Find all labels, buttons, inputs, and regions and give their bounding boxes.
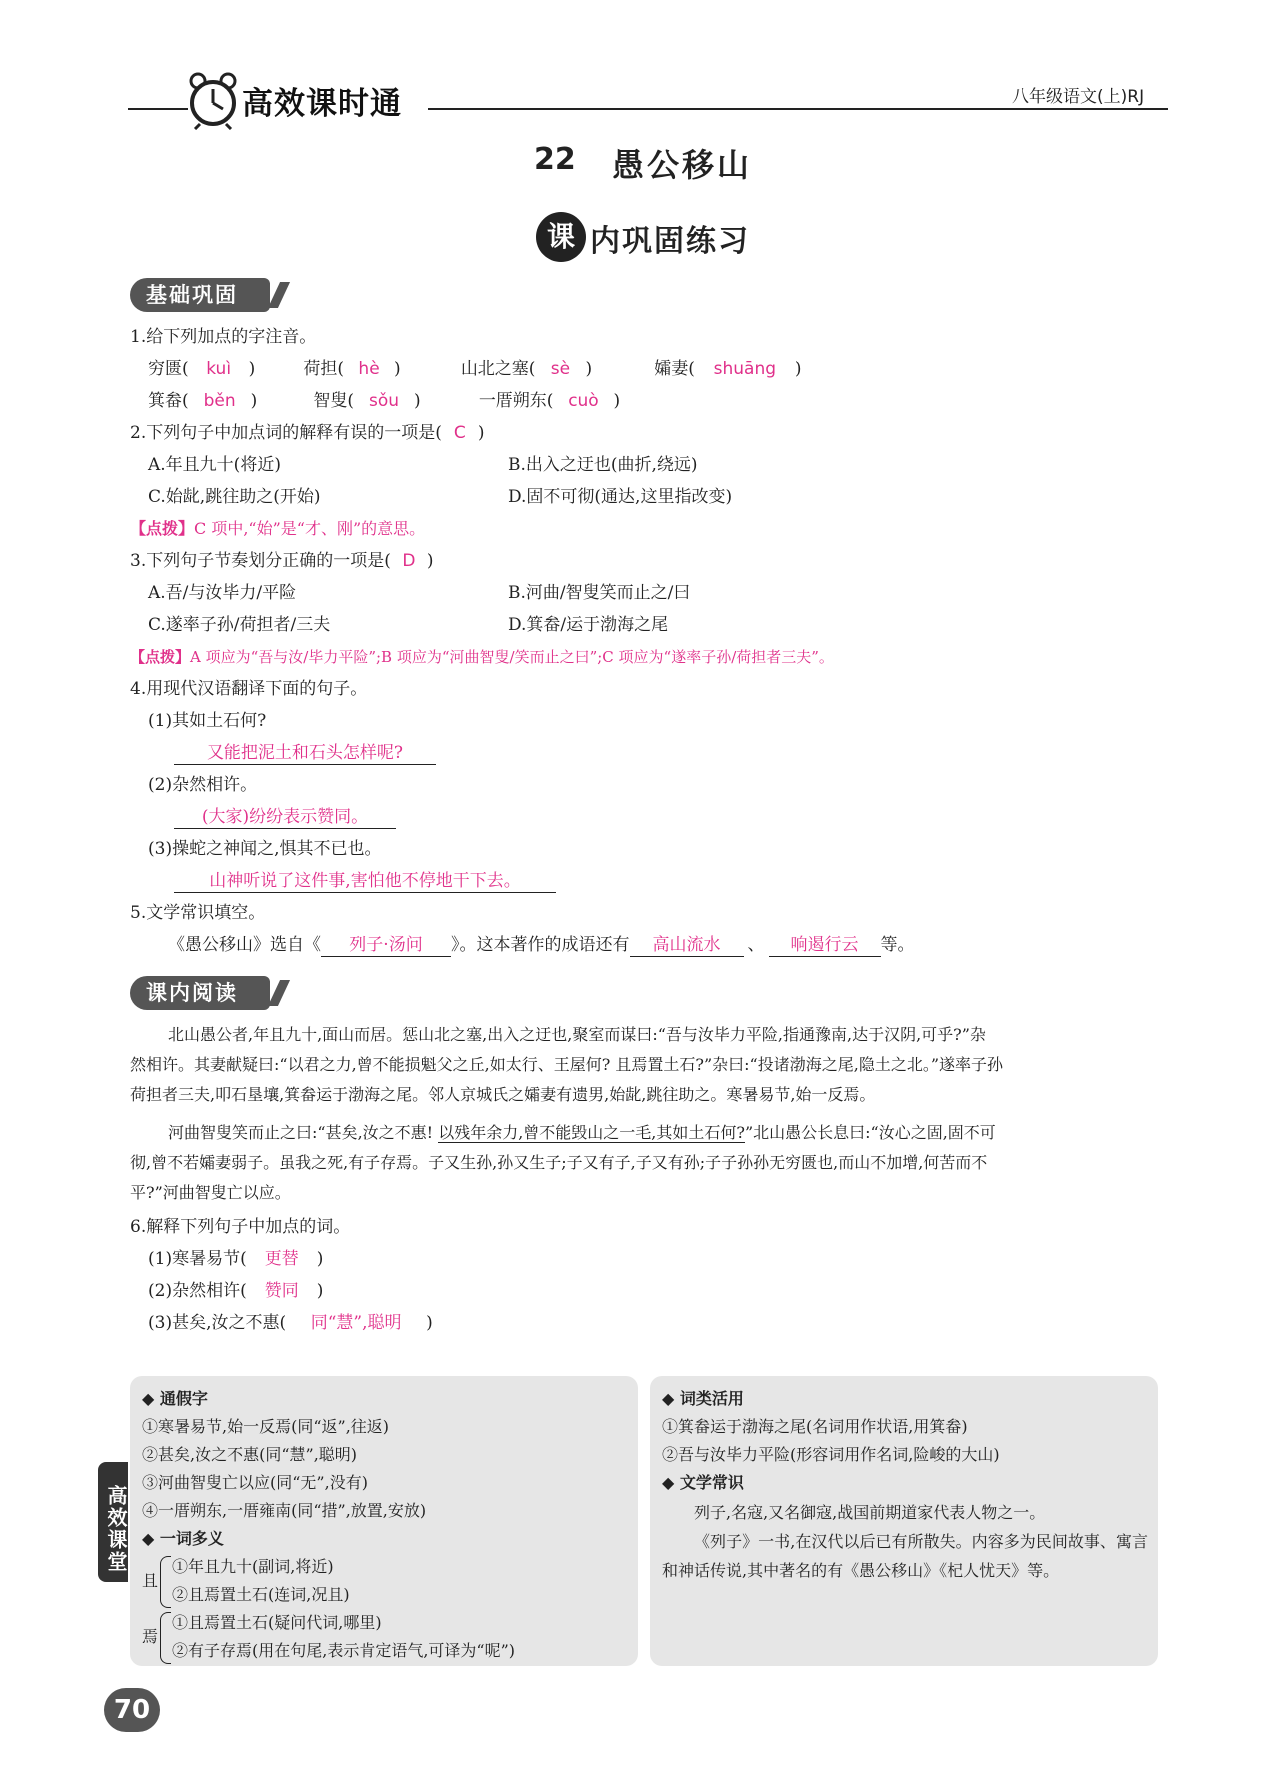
passage-p2-line1: 河曲智叟笑而止之曰:“甚矣,汝之不惠! 以残年余力,曾不能毁山之一毛,其如土石何?”北山愚公长息曰:“汝心之固,固不可 <box>168 1123 996 1142</box>
subtitle-text: 内巩固练习 <box>590 224 750 259</box>
brace-icon <box>160 1612 171 1664</box>
q3-option-b: B.河曲/智叟笑而止之/曰 <box>508 583 691 603</box>
side-tab <box>98 1462 128 1582</box>
subtitle-badge: 课 <box>536 212 586 262</box>
polysemy-word-qie: 且 <box>142 1571 159 1590</box>
lesson-title: 愚公移山 <box>612 146 753 184</box>
brand-title: 高效课时通 <box>242 86 402 122</box>
passage-p2-line3: 平?”河曲智叟亡以应。 <box>130 1183 291 1202</box>
q1-row1: 穷匮( kuì ) 荷担( hè ) 山北之塞( sè ) 孀妻( shuāng ) <box>148 359 802 379</box>
q3-tip: 【点拨】A 项应为“吾与汝/毕力平险”;B 项应为“河曲智叟/笑而止之曰”;C 项应为“遂率子孙/荷担者三夫”。 <box>130 648 834 666</box>
passage-p1-line3: 荷担者三夫,叩石垦壤,箕畚运于渤海之尾。邻人京城氏之孀妻有遗男,始龀,跳往助之。寒暑易节,始一反焉。 <box>130 1085 876 1104</box>
q3-option-d: D.箕畚/运于渤海之尾 <box>508 615 669 635</box>
q6-item1: (1)寒暑易节( 更替 ) <box>148 1249 324 1269</box>
q3-option-a: A.吾/与汝毕力/平险 <box>148 583 297 603</box>
grade-label: 八年级语文(上)RJ <box>1012 87 1145 107</box>
q2-tip: 【点拨】C 项中,“始”是“才、刚”的意思。 <box>130 519 426 538</box>
q4-item3-answer: 山神听说了这件事,害怕他不停地干下去。 <box>174 870 556 893</box>
q4-item2-question: (2)杂然相许。 <box>148 775 258 795</box>
notes-left-heading1: ◆ 通假字 <box>142 1389 208 1408</box>
notes-left-line4: ④一厝朔东,一厝雍南(同“措”,放置,安放) <box>142 1501 427 1520</box>
polysemy-yan-2: ②有子存焉(用在句尾,表示肯定语气,可译为“呢”) <box>172 1641 516 1660</box>
q1-stem: 1.给下列加点的字注音。 <box>130 327 317 347</box>
q4-stem: 4.用现代汉语翻译下面的句子。 <box>130 679 368 699</box>
notes-left-line2: ②甚矣,汝之不惠(同“慧”,聪明) <box>142 1445 358 1464</box>
q4-item1-question: (1)其如土石何? <box>148 711 267 731</box>
notes-right-heading2: ◆ 文学常识 <box>662 1473 744 1492</box>
q2-option-d: D.固不可彻(通达,这里指改变) <box>508 487 733 507</box>
header-rule-right <box>428 108 1168 110</box>
polysemy-word-yan: 焉 <box>142 1627 159 1646</box>
q2-option-c: C.始龀,跳往助之(开始) <box>148 487 321 507</box>
q2-stem: 2.下列句子中加点词的解释有误的一项是( C ) <box>130 423 485 443</box>
passage-p1-line2: 然相许。其妻献疑曰:“以君之力,曾不能损魁父之丘,如太行、王屋何? 且焉置土石?”杂曰:“投诸渤海之尾,隐土之北。”遂率子孙 <box>130 1055 1004 1074</box>
q6-stem: 6.解释下列句子中加点的词。 <box>130 1217 351 1237</box>
q3-option-c: C.遂率子孙/荷担者/三夫 <box>148 615 331 635</box>
polysemy-qie-1: ①年且九十(副词,将近) <box>172 1557 334 1576</box>
q2-option-a: A.年且九十(将近) <box>148 455 281 475</box>
notes-right-heading1: ◆ 词类活用 <box>662 1389 744 1408</box>
q1-row2: 箕畚( běn ) 智叟( sǒu ) 一厝朔东( cuò ) <box>148 391 621 411</box>
brace-icon <box>160 1556 171 1608</box>
passage-p2-line2: 彻,曾不若孀妻弱子。虽我之死,有子存焉。子又生孙,孙又生子;子又有子,子又有孙;子子孙孙无穷匮也,而山不加增,何苦而不 <box>130 1153 988 1172</box>
literature-note-1: 列子,名寇,又名御寇,战国前期道家代表人物之一。 <box>694 1503 1046 1522</box>
header-rule-left <box>128 108 188 110</box>
passage-p1-line1: 北山愚公者,年且九十,面山而居。惩山北之塞,出入之迂也,聚室而谋曰:“吾与汝毕力平险,指通豫南,达于汉阴,可乎?”杂 <box>168 1025 986 1044</box>
section-basic: 基础巩固 <box>130 278 270 312</box>
q2-option-b: B.出入之迂也(曲折,绕远) <box>508 455 698 475</box>
q6-item2: (2)杂然相许( 赞同 ) <box>148 1281 324 1301</box>
q4-item1-answer: 又能把泥土和石头怎样呢? <box>174 742 436 765</box>
clock-logo-icon <box>186 72 240 130</box>
q4-item2-answer: (大家)纷纷表示赞同。 <box>174 806 396 829</box>
page-number: 70 <box>104 1688 160 1732</box>
q4-item3-question: (3)操蛇之神闻之,惧其不已也。 <box>148 839 382 859</box>
notes-left-line1: ①寒暑易节,始一反焉(同“返”,往返) <box>142 1417 390 1436</box>
notes-right-line2: ②吾与汝毕力平险(形容词用作名词,险峻的大山) <box>662 1445 1000 1464</box>
q5-fill: 《愚公移山》选自《 列子·汤问 》。这本著作的成语还有 高山流水 、 响遏行云 等。 <box>168 935 915 955</box>
q3-stem: 3.下列句子节奏划分正确的一项是( D ) <box>130 551 434 571</box>
side-tab-label: 高效课堂 <box>104 1485 128 1573</box>
q5-stem: 5.文学常识填空。 <box>130 903 266 923</box>
polysemy-qie-2: ②且焉置土石(连词,况且) <box>172 1585 350 1604</box>
literature-note-2: 《列子》一书,在汉代以后已有所散失。内容多为民间故事、寓言和神话传说,其中著名的有《愚公移山》《杞人忧天》等。 <box>662 1532 1148 1580</box>
notes-left-line3: ③河曲智叟亡以应(同“无”,没有) <box>142 1473 368 1492</box>
polysemy-yan-1: ①且焉置土石(疑问代词,哪里) <box>172 1613 382 1632</box>
q6-item3: (3)甚矣,汝之不惠( 同“慧”,聪明 ) <box>148 1313 433 1333</box>
lesson-number: 22 <box>534 142 576 177</box>
section-reading: 课内阅读 <box>130 976 270 1010</box>
notes-right-line1: ①箕畚运于渤海之尾(名词用作状语,用箕畚) <box>662 1417 968 1436</box>
notes-left-heading2: ◆ 一词多义 <box>142 1529 224 1548</box>
